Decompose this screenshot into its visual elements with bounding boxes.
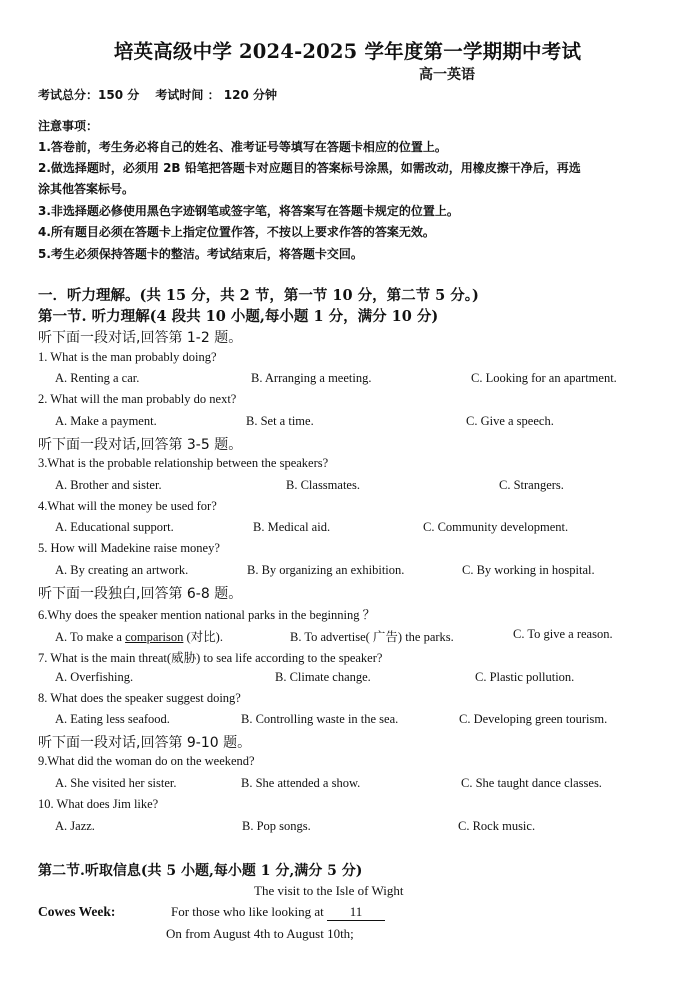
option-b: B. Pop songs.: [242, 819, 311, 833]
visit-title: The visit to the Isle of Wight: [254, 883, 404, 898]
option-a: A. Educational support.: [55, 520, 174, 534]
option-a: A. Renting a car.: [55, 371, 140, 385]
note-item: 4.所有题目必须在答题卡上指定位置作答，不按以上要求作答的答案无效。: [38, 225, 435, 239]
option-b: B. Arranging a meeting.: [251, 371, 372, 385]
exam-subtitle: 高一英语: [419, 67, 475, 83]
option-b: B. By organizing an exhibition.: [247, 563, 405, 577]
section2-heading: 第二节.听取信息(共 5 小题,每小题 1 分,满分 5 分): [38, 863, 363, 879]
option-c: C. Plastic pollution.: [475, 670, 575, 684]
option-c: C. To give a reason.: [513, 627, 613, 641]
note-item: 涂其他答案标号。: [38, 182, 135, 196]
option-b: B. Medical aid.: [253, 520, 331, 534]
cowes-week-label: Cowes Week:: [38, 904, 116, 919]
option-c: C. By working in hospital.: [462, 563, 595, 577]
option-c: C. Rock music.: [458, 819, 536, 833]
option-b: B. Climate change.: [275, 670, 371, 684]
question-text: 4.What will the money be used for?: [38, 499, 217, 513]
notes-heading: 注意事项：: [38, 119, 99, 133]
note-item: 1.答卷前，考生务必将自己的姓名、准考证号等填写在答题卡相应的位置上。: [38, 140, 447, 154]
option-c: C. Developing green tourism.: [459, 712, 608, 726]
question-text: 1. What is the man probably doing?: [38, 350, 217, 364]
question-text: 2. What will the man probably do next?: [38, 392, 237, 406]
option-b: B. To advertise( 广告) the parks.: [290, 630, 454, 644]
option-b: B. She attended a show.: [241, 776, 361, 790]
question-text: 10. What does Jim like?: [38, 797, 159, 811]
option-c: C. Looking for an apartment.: [471, 371, 617, 385]
part1-heading: 一．听力理解。(共 15 分，共 2 节，第一节 10 分，第二节 5 分。): [38, 287, 479, 304]
option-a: A. Brother and sister.: [55, 478, 162, 492]
note-item: 5.考生必须保持答题卡的整洁。考试结束后，将答题卡交回。: [38, 247, 363, 261]
question-text: 3.What is the probable relationship between the speakers?: [38, 456, 329, 470]
option-a: A. Overfishing.: [55, 670, 134, 684]
note-item: 3.非选择题必修使用黑色字迹钢笔或签字笔，将答案写在答题卡规定的位置上。: [38, 204, 459, 218]
underlined-word: comparison: [125, 630, 184, 644]
instruction: 听下面一段对话,回答第 3-5 题。: [38, 437, 243, 453]
question-text: 5. How will Madekine raise money?: [38, 541, 220, 555]
option-a: A. Make a payment.: [55, 414, 157, 428]
option-c: C. Community development.: [423, 520, 569, 534]
info-line: For those who like looking at 11: [171, 904, 385, 921]
option-b: B. Controlling waste in the sea.: [241, 712, 399, 726]
answer-blank-11[interactable]: 11: [327, 904, 385, 921]
option-c: C. Give a speech.: [466, 414, 554, 428]
question-text: 8. What does the speaker suggest doing?: [38, 691, 241, 705]
note-item: 2.做选择题时，必须用 2B 铅笔把答题卡对应题目的答案标号涂黑，如需改动，用橡皮擦干净后，再选: [38, 161, 581, 175]
option-a: A. To make a comparison (对比).: [55, 630, 223, 644]
exam-meta: 考试总分：150 分 考试时间 ： 120 分钟: [38, 88, 277, 102]
question-text: 6.Why does the speaker mention national parks in the beginning ？: [38, 608, 376, 622]
instruction: 听下面一段独白,回答第 6-8 题。: [38, 586, 243, 602]
section1-heading: 第一节. 听力理解(4 段共 10 小题,每小题 1 分，满分 10 分): [38, 308, 439, 325]
option-a: A. Jazz.: [55, 819, 95, 833]
option-b: B. Set a time.: [246, 414, 314, 428]
option-a: A. By creating an artwork.: [55, 563, 189, 577]
instruction: 听下面一段对话,回答第 1-2 题。: [38, 330, 243, 346]
option-a: A. She visited her sister.: [55, 776, 177, 790]
option-c: C. Strangers.: [499, 478, 564, 492]
option-a: A. Eating less seafood.: [55, 712, 170, 726]
instruction: 听下面一段对话,回答第 9-10 题。: [38, 735, 252, 751]
question-text: 7. What is the main threat(威胁) to sea life according to the speaker?: [38, 651, 383, 665]
info-line: On from August 4th to August 10th;: [166, 926, 354, 941]
exam-title: 培英高级中学 2024-2025 学年度第一学期期中考试: [113, 40, 582, 63]
option-b: B. Classmates.: [286, 478, 360, 492]
option-c: C. She taught dance classes.: [461, 776, 602, 790]
question-text: 9.What did the woman do on the weekend?: [38, 754, 255, 768]
